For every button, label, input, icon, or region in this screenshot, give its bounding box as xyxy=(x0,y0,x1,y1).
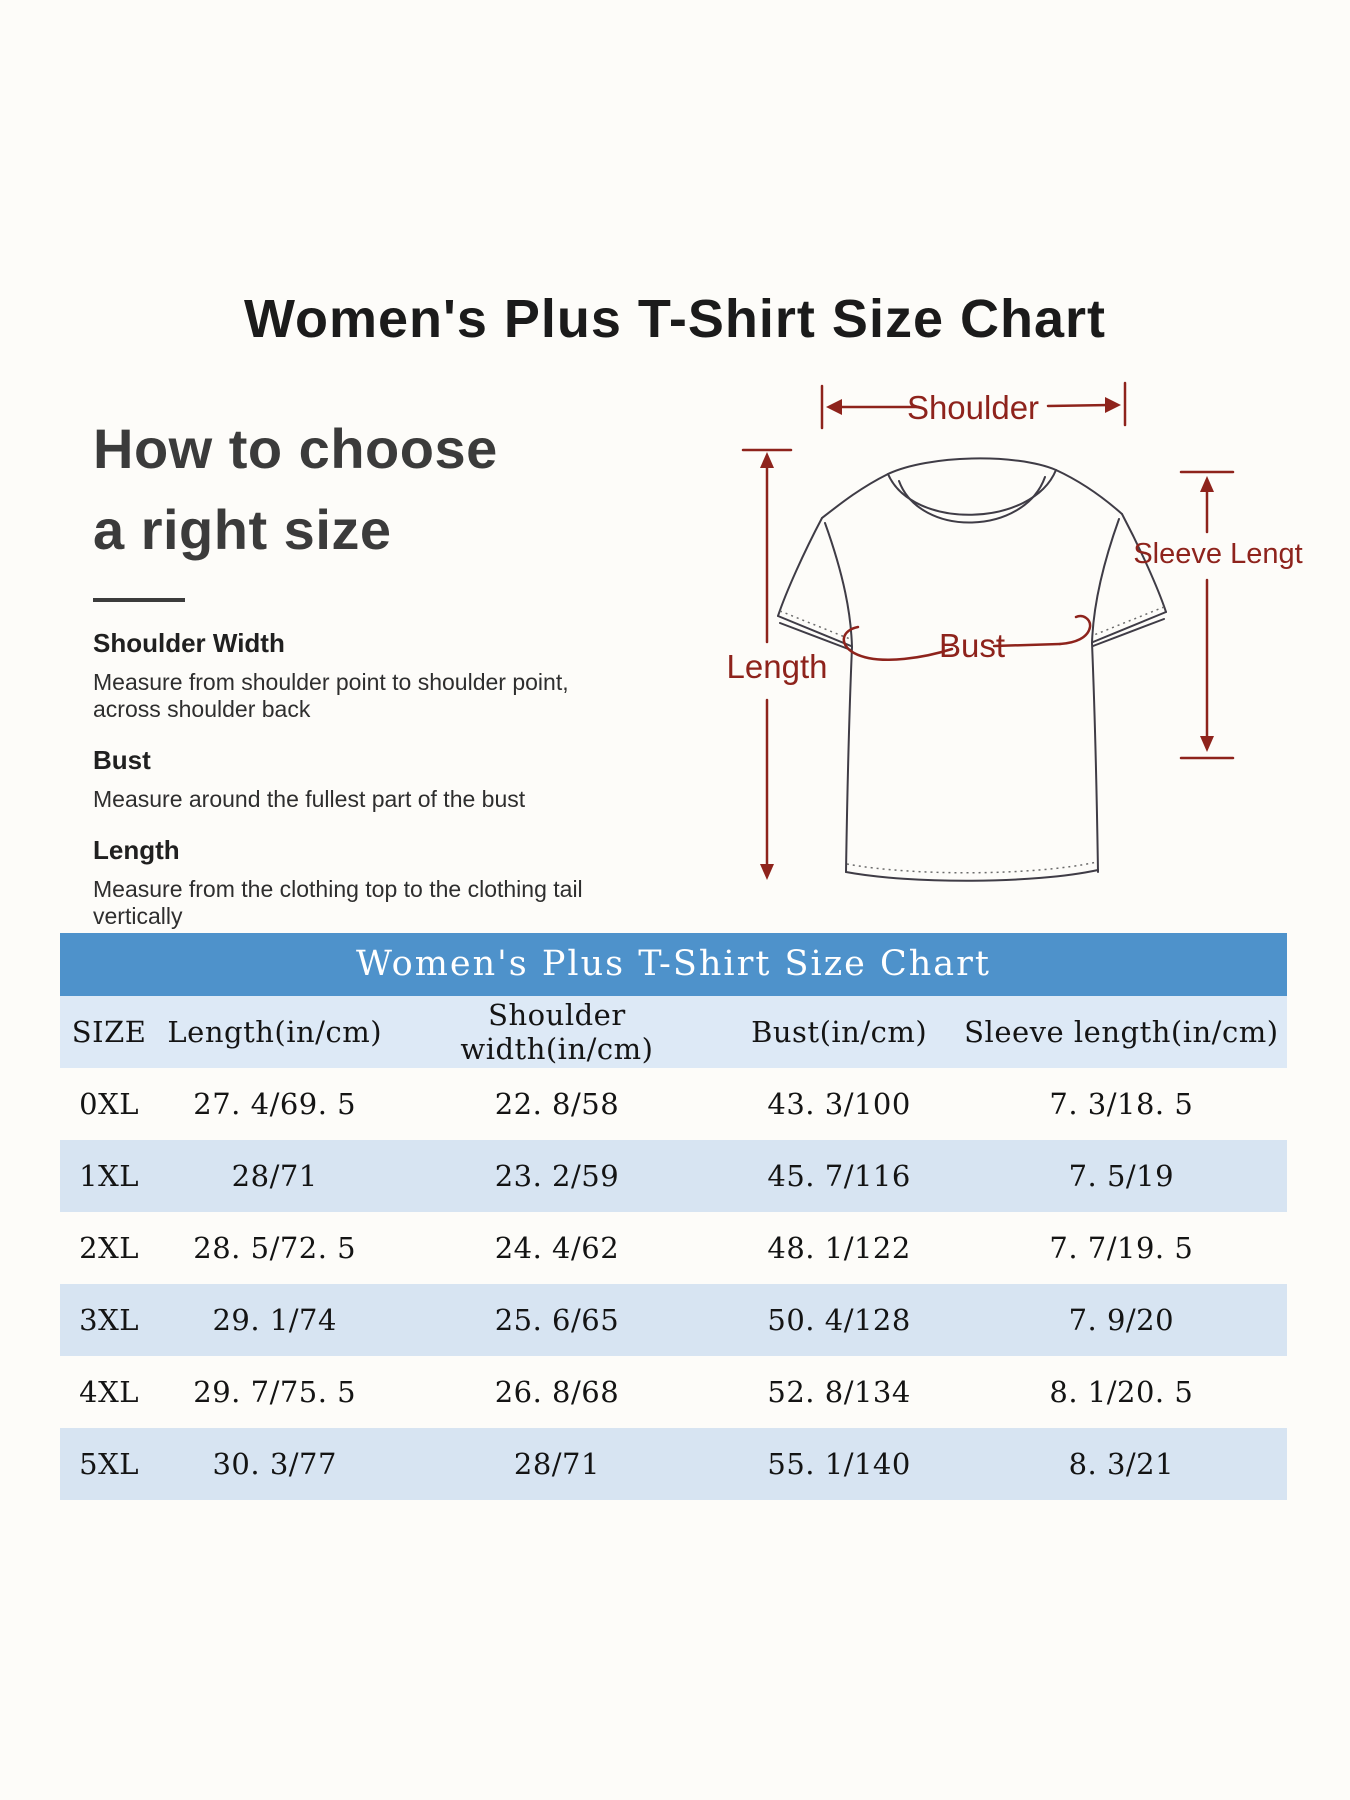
table-header-row xyxy=(60,996,1287,1068)
guide-item-description: Measure around the fullest part of the bust xyxy=(93,786,526,812)
table-column-header: Shoulder width(in/cm) xyxy=(391,996,722,1068)
collar-outer-line xyxy=(888,470,1056,515)
table-cell: 30. 3/77 xyxy=(158,1428,391,1500)
table-cell: 7. 5/19 xyxy=(956,1140,1287,1212)
guide-heading xyxy=(93,408,653,570)
table-cell: 25. 6/65 xyxy=(391,1284,722,1356)
arrow-right-icon xyxy=(1105,397,1121,413)
table-row xyxy=(60,1068,1287,1140)
table-cell: 0XL xyxy=(79,1087,139,1121)
table-cell: 28/71 xyxy=(391,1428,722,1500)
table-cell: 50. 4/128 xyxy=(723,1284,956,1356)
guide-heading-line1: How to choose xyxy=(93,417,498,480)
arrow-down-length-icon xyxy=(760,864,774,880)
table-cell: 22. 8/58 xyxy=(494,1087,620,1121)
table-cell: 45. 7/116 xyxy=(723,1140,956,1212)
table-cell: 48. 1/122 xyxy=(767,1231,911,1265)
arrow-left-icon xyxy=(826,399,842,415)
guide-heading-line2: a right size xyxy=(93,498,392,561)
guide-item-label: Bust xyxy=(93,745,151,775)
size-chart-table-section xyxy=(60,933,1287,1500)
table-row xyxy=(60,1284,1287,1356)
bust-label: Bust xyxy=(938,627,1006,664)
table-column-header: Sleeve length(in/cm) xyxy=(956,996,1287,1068)
left-cuff-edge xyxy=(778,616,851,646)
table-cell: 52. 8/134 xyxy=(767,1375,911,1409)
left-shoulder-seam xyxy=(822,474,888,518)
sleeve-length-label: Sleeve Lengt xyxy=(1133,538,1303,570)
bust-curve-right-hook xyxy=(1060,616,1090,644)
table-cell: 3XL xyxy=(60,1284,158,1356)
table-column-header: Bust(in/cm) xyxy=(723,996,956,1068)
table-cell: 29. 7/75. 5 xyxy=(193,1375,357,1409)
size-table xyxy=(60,996,1287,1500)
table-cell: 1XL xyxy=(60,1140,158,1212)
page-title: Women's Plus T-Shirt Size Chart xyxy=(244,289,1106,349)
table-cell: 43. 3/100 xyxy=(767,1087,911,1121)
hem-edge xyxy=(846,870,1098,881)
table-cell: 24. 4/62 xyxy=(494,1231,620,1265)
length-label: Length xyxy=(726,648,828,685)
guide-item-shoulder-width xyxy=(93,628,653,723)
right-body-side xyxy=(1092,643,1098,872)
table-row xyxy=(60,1140,1287,1212)
arrow-up-length-icon xyxy=(760,452,774,468)
collar-top-line xyxy=(888,458,1056,474)
bust-curve-left xyxy=(844,627,952,660)
shoulder-label: Shoulder xyxy=(906,389,1040,426)
right-armhole-seam xyxy=(1092,519,1119,643)
table-column-header: Length(in/cm) xyxy=(158,996,391,1068)
guide-item-length xyxy=(93,835,653,930)
table-cell: 28. 5/72. 5 xyxy=(193,1231,357,1265)
table-cell: 26. 8/68 xyxy=(494,1375,620,1409)
hem-stitch xyxy=(847,862,1097,873)
table-cell: 23. 2/59 xyxy=(391,1140,722,1212)
left-cuff-edge2 xyxy=(780,623,851,650)
heading-underline xyxy=(93,598,185,602)
right-shoulder-seam xyxy=(1056,470,1122,514)
left-cuff-stitch xyxy=(780,611,850,639)
table-cell: 4XL xyxy=(79,1375,139,1409)
table-row xyxy=(60,1356,1287,1428)
size-table-body xyxy=(60,1068,1287,1500)
table-row xyxy=(60,1428,1287,1500)
right-cuff-edge2 xyxy=(1093,619,1164,646)
right-cuff-edge xyxy=(1093,612,1166,642)
table-cell: 55. 1/140 xyxy=(723,1428,956,1500)
left-armhole-seam xyxy=(825,523,852,647)
table-title-band: Women's Plus T-Shirt Size Chart xyxy=(60,933,1287,996)
table-cell: 2XL xyxy=(79,1231,139,1265)
guide-item-description: Measure from the clothing top to the clothing tail vertically xyxy=(93,876,583,929)
tshirt-measurement-diagram xyxy=(620,380,1340,900)
table-cell: 29. 1/74 xyxy=(158,1284,391,1356)
table-cell: 7. 9/20 xyxy=(956,1284,1287,1356)
arrow-down-sleeve-icon xyxy=(1200,736,1214,752)
shoulder-line-right xyxy=(1048,405,1110,406)
guide-item-label: Shoulder Width xyxy=(93,628,285,658)
arrow-up-sleeve-icon xyxy=(1200,476,1214,492)
tshirt-diagram-svg xyxy=(620,380,1340,900)
left-body-side xyxy=(846,647,852,872)
tshirt-outline xyxy=(778,458,1166,880)
table-cell: 8. 3/21 xyxy=(956,1428,1287,1500)
table-cell: 28/71 xyxy=(158,1140,391,1212)
table-cell: 5XL xyxy=(60,1428,158,1500)
table-column-header: SIZE xyxy=(60,996,158,1068)
guide-item-bust xyxy=(93,745,653,813)
table-cell: 7. 3/18. 5 xyxy=(1049,1087,1194,1121)
how-to-choose-section xyxy=(93,408,653,930)
table-cell: 7. 7/19. 5 xyxy=(1049,1231,1194,1265)
left-sleeve-outer xyxy=(778,518,822,616)
guide-item-label: Length xyxy=(93,835,180,865)
table-cell: 8. 1/20. 5 xyxy=(1049,1375,1194,1409)
table-cell: 27. 4/69. 5 xyxy=(193,1087,357,1121)
table-row xyxy=(60,1212,1287,1284)
guide-item-description: Measure from shoulder point to shoulder point, across shoulder back xyxy=(93,669,569,722)
right-cuff-stitch xyxy=(1094,607,1164,635)
